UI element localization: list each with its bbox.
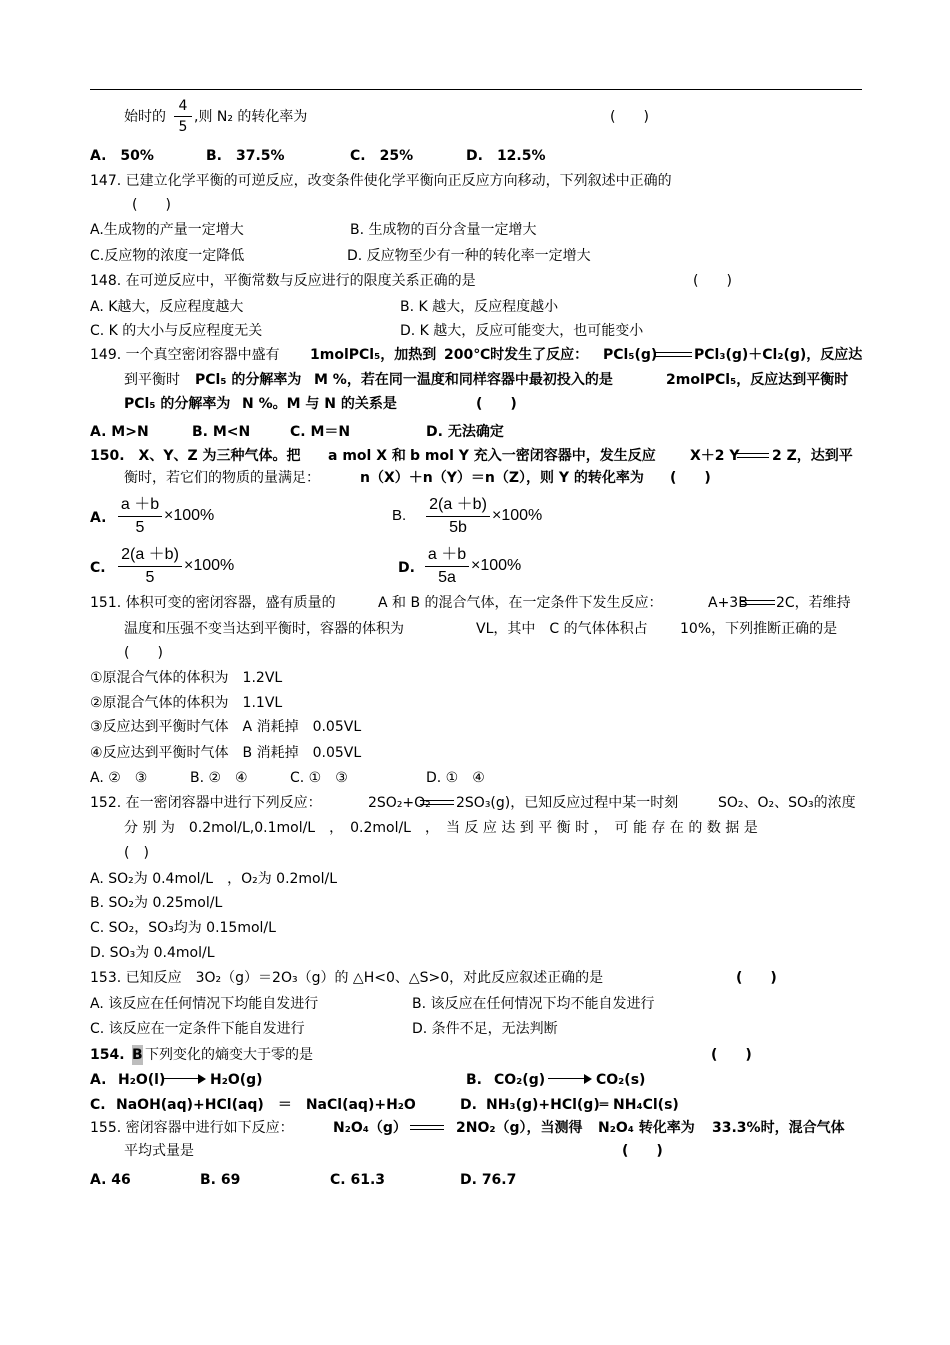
q154-option-b-left: CO₂(g) bbox=[494, 1072, 546, 1088]
q150-option-a-tail: ×100% bbox=[164, 507, 215, 524]
q155-option-c: C. 61.3 bbox=[330, 1172, 386, 1188]
q150-option-b-num: 2(a ＋b) bbox=[426, 494, 490, 517]
q151-option-c: C. ① ③ bbox=[290, 770, 348, 786]
q150-option-d-num: a ＋b bbox=[425, 544, 469, 567]
q150-option-a-fraction bbox=[118, 494, 162, 539]
q150-option-b-tail: ×100% bbox=[492, 507, 543, 524]
q150-option-a-label: A. bbox=[90, 510, 107, 526]
q150-option-a-den: 5 bbox=[135, 519, 145, 536]
q152-answer-paren: ( ) bbox=[124, 845, 149, 861]
q151-option-b: B. ② ④ bbox=[190, 770, 248, 786]
q146-option-d: D. 12.5% bbox=[466, 148, 546, 164]
q153-option-c: C. 该反应在一定条件下能自发进行 bbox=[90, 1021, 305, 1037]
q154-option-a-label: A. bbox=[90, 1072, 107, 1088]
q152-line1-c: 2SO₃(g)，已知反应过程中某一时刻 bbox=[456, 795, 679, 811]
q155-answer-paren: ( ) bbox=[622, 1143, 663, 1159]
q154-option-d-label: D. bbox=[460, 1097, 477, 1113]
q148-text: 148. 在可逆反应中，平衡常数与反应进行的限度关系正确的是 bbox=[90, 273, 476, 289]
q151-line2-b: VL，其中 C 的气体体积占 bbox=[476, 621, 648, 637]
q149-line3-a: PCl₅ 的分解率为 bbox=[124, 396, 231, 412]
right-arrow-icon bbox=[548, 1074, 592, 1084]
q155-option-b: B. 69 bbox=[200, 1172, 241, 1188]
q153-option-d: D. 条件不足，无法判断 bbox=[412, 1021, 558, 1037]
q152-option-b: B. SO₂为 0.25mol/L bbox=[90, 895, 223, 911]
q146-answer-paren: ( ) bbox=[610, 109, 649, 125]
q149-line1-a: 149. 一个真空密闭容器中盛有 bbox=[90, 347, 280, 363]
q146-option-a: A. 50% bbox=[90, 148, 154, 164]
q146-frac-num: 4 bbox=[174, 96, 192, 117]
q155-line2-a: 平均式量是 bbox=[124, 1143, 194, 1159]
q149-line2-c: M %，若在同一温度和同样容器中最初投入的是 bbox=[314, 372, 613, 388]
equilibrium-arrow-icon bbox=[410, 1124, 444, 1132]
q151-line1-b: A 和 B 的混合气体，在一定条件下发生反应： bbox=[378, 595, 663, 611]
q150-line2-a: 衡时，若它们的物质的量满足： bbox=[124, 470, 320, 486]
q149-option-a: A. M>N bbox=[90, 424, 149, 440]
q149-line2-a: 到平衡时 bbox=[124, 372, 180, 388]
q155-line1-c: 2NO₂（g），当测得 bbox=[456, 1120, 583, 1136]
q149-option-d: D. 无法确定 bbox=[426, 424, 504, 440]
q150-option-a-num: a ＋b bbox=[118, 494, 162, 517]
q155-option-a: A. 46 bbox=[90, 1172, 131, 1188]
q148-option-c: C. K 的大小与反应程度无关 bbox=[90, 323, 263, 339]
q146-fraction bbox=[174, 96, 192, 137]
right-arrow-icon bbox=[162, 1074, 206, 1084]
q152-option-c: C. SO₂，SO₃均为 0.15mol/L bbox=[90, 920, 276, 936]
q147-option-d: D. 反应物至少有一种的转化率一定增大 bbox=[347, 248, 591, 264]
q150-option-c-fraction bbox=[118, 544, 182, 589]
q146-option-b: B. 37.5% bbox=[206, 148, 285, 164]
q150-line1-b: a mol X 和 bbox=[328, 448, 406, 464]
q154-option-c-text: NaOH(aq)+HCl(aq) ＝ NaCl(aq)+H₂O bbox=[116, 1097, 416, 1113]
q146-text: ,则 N₂ 的转化率为 bbox=[194, 109, 308, 125]
q150-line1-a: 150. X、Y、Z 为三种气体。把 bbox=[90, 448, 301, 464]
q154-option-b-label: B. bbox=[466, 1072, 482, 1088]
q151-line1-a: 151. 体积可变的密闭容器，盛有质量的 bbox=[90, 595, 336, 611]
q151-line2-a: 温度和压强不变当达到平衡时，容器的体积为 bbox=[124, 621, 404, 637]
q155-option-d: D. 76.7 bbox=[460, 1172, 517, 1188]
q153-option-a: A. 该反应在任何情况下均能自发进行 bbox=[90, 996, 319, 1012]
q150-line1-d: X＋2 Y bbox=[690, 448, 740, 464]
q150-option-d-tail: ×100% bbox=[471, 557, 522, 574]
q149-answer-paren: ( ) bbox=[476, 396, 517, 412]
q150-option-c-num: 2(a ＋b) bbox=[118, 544, 182, 567]
q150-option-b-fraction bbox=[426, 494, 490, 539]
equilibrium-arrow-icon bbox=[737, 452, 769, 460]
q150-line2-b: n（X）＋n（Y）＝n（Z），则 Y 的转化率为 bbox=[360, 470, 644, 486]
q149-line3-b: N %。M 与 N 的关系是 bbox=[242, 396, 397, 412]
q153-text: 153. 已知反应 3O₂（g）＝2O₃（g）的 △H<0、△S>0，对此反应叙述正确的是 bbox=[90, 970, 604, 986]
q153-option-b: B. 该反应在任何情况下均不能自发进行 bbox=[412, 996, 655, 1012]
q148-answer-paren: ( ) bbox=[693, 273, 732, 289]
header-rule bbox=[90, 89, 862, 90]
q150-option-d-fraction bbox=[425, 544, 469, 589]
q149-line1-d: PCl₅(g) bbox=[603, 347, 658, 363]
q151-option-a: A. ② ③ bbox=[90, 770, 148, 786]
q155-line1-e: 33.3%时，混合气体 bbox=[712, 1120, 845, 1136]
q151-line1-d: 2C，若维持 bbox=[776, 595, 851, 611]
q152-line1-a: 152. 在一密闭容器中进行下列反应： bbox=[90, 795, 322, 811]
q147-text: 147. 已建立化学平衡的可逆反应，改变条件使化学平衡向正反应方向移动，下列叙述中正确的 bbox=[90, 173, 672, 189]
q148-option-a: A. K越大，反应程度越大 bbox=[90, 299, 244, 315]
q147-answer-paren: ( ) bbox=[132, 197, 171, 213]
equilibrium-arrow-icon bbox=[741, 599, 775, 607]
q154-number: 154. bbox=[90, 1047, 125, 1063]
q149-option-b: B. M<N bbox=[192, 424, 251, 440]
q152-line1-d: SO₂、O₂、SO₃的浓度 bbox=[718, 795, 856, 811]
q154-option-a-left: H₂O(l) bbox=[118, 1072, 166, 1088]
q154-answer-mark: B bbox=[132, 1047, 143, 1063]
q154-option-a-right: H₂O(g) bbox=[210, 1072, 263, 1088]
q151-item-4: ④反应达到平衡时气体 B 消耗掉 0.05VL bbox=[90, 745, 362, 761]
q147-option-c: C.反应物的浓度一定降低 bbox=[90, 248, 245, 264]
q154-option-b-right: CO₂(s) bbox=[596, 1072, 646, 1088]
q148-option-d: D. K 越大，反应可能变大，也可能变小 bbox=[400, 323, 644, 339]
q150-line1-e: 2 Z，达到平 bbox=[772, 448, 853, 464]
q155-line1-d: N₂O₄ 转化率为 bbox=[598, 1120, 695, 1136]
q155-line1-b: N₂O₄（g） bbox=[333, 1120, 407, 1136]
q149-line2-d: 2molPCl₅，反应达到平衡时 bbox=[666, 372, 849, 388]
q150-option-c-tail: ×100% bbox=[184, 557, 235, 574]
q150-option-b-label: B. bbox=[392, 507, 407, 524]
q155-line1-a: 155. 密闭容器中进行如下反应： bbox=[90, 1120, 294, 1136]
q150-option-c-den: 5 bbox=[145, 569, 155, 586]
q154-option-d-text: NH₃(g)+HCl(g)═ NH₄Cl(s) bbox=[486, 1097, 679, 1113]
q152-line1-b: 2SO₂+O₂ bbox=[368, 795, 431, 811]
q152-option-d: D. SO₃为 0.4mol/L bbox=[90, 945, 215, 961]
q149-line1-b: 1molPCl₅，加热到 bbox=[310, 347, 437, 363]
q149-line2-b: PCl₅ 的分解率为 bbox=[195, 372, 302, 388]
q151-line1-c: A+3B bbox=[708, 595, 748, 611]
q150-option-d-den: 5a bbox=[438, 569, 456, 586]
equilibrium-arrow-icon bbox=[654, 351, 692, 359]
q152-option-a: A. SO₂为 0.4mol/L ，O₂为 0.2mol/L bbox=[90, 871, 338, 887]
q154-answer-paren: ( ) bbox=[711, 1047, 752, 1063]
q150-line1-c: b mol Y 充入一密闭容器中，发生反应 bbox=[410, 448, 656, 464]
q149-option-c: C. M＝N bbox=[290, 424, 351, 440]
q147-option-b: B. 生成物的百分含量一定增大 bbox=[350, 222, 537, 238]
q149-line1-c: 200℃时发生了反应： bbox=[444, 347, 589, 363]
q151-item-3: ③反应达到平衡时气体 A 消耗掉 0.05VL bbox=[90, 719, 362, 735]
q154-text: 下列变化的熵变大于零的是 bbox=[145, 1047, 313, 1063]
q150-option-b-den: 5b bbox=[449, 519, 467, 536]
q147-option-a: A.生成物的产量一定增大 bbox=[90, 222, 244, 238]
q150-option-d-label: D. bbox=[398, 560, 415, 576]
q154-option-c-label: C. bbox=[90, 1097, 106, 1113]
q146-prefix: 始时的 bbox=[124, 109, 166, 125]
q150-answer-paren: ( ) bbox=[670, 470, 711, 486]
q152-line2-a: 分 别 为 0.2mol/L,0.1mol/L ， 0.2mol/L ， 当 反 应 达 到 平 衡 时 ， 可 能 存 在 的 数 据 是 bbox=[124, 820, 758, 836]
q146-option-c: C. 25% bbox=[350, 148, 414, 164]
equilibrium-arrow-icon bbox=[420, 799, 454, 807]
q146-frac-den: 5 bbox=[178, 119, 188, 135]
q148-option-b: B. K 越大，反应程度越小 bbox=[400, 299, 559, 315]
q151-line2-c: 10%，下列推断正确的是 bbox=[680, 621, 838, 637]
q151-item-1: ①原混合气体的体积为 1.2VL bbox=[90, 670, 283, 686]
q149-line1-e: PCl₃(g)＋Cl₂(g)，反应达 bbox=[694, 347, 863, 363]
q151-item-2: ②原混合气体的体积为 1.1VL bbox=[90, 695, 283, 711]
q150-option-c-label: C. bbox=[90, 560, 106, 576]
q153-answer-paren: ( ) bbox=[736, 970, 777, 986]
q151-answer-paren: ( ) bbox=[124, 645, 163, 661]
q151-option-d: D. ① ④ bbox=[426, 770, 485, 786]
